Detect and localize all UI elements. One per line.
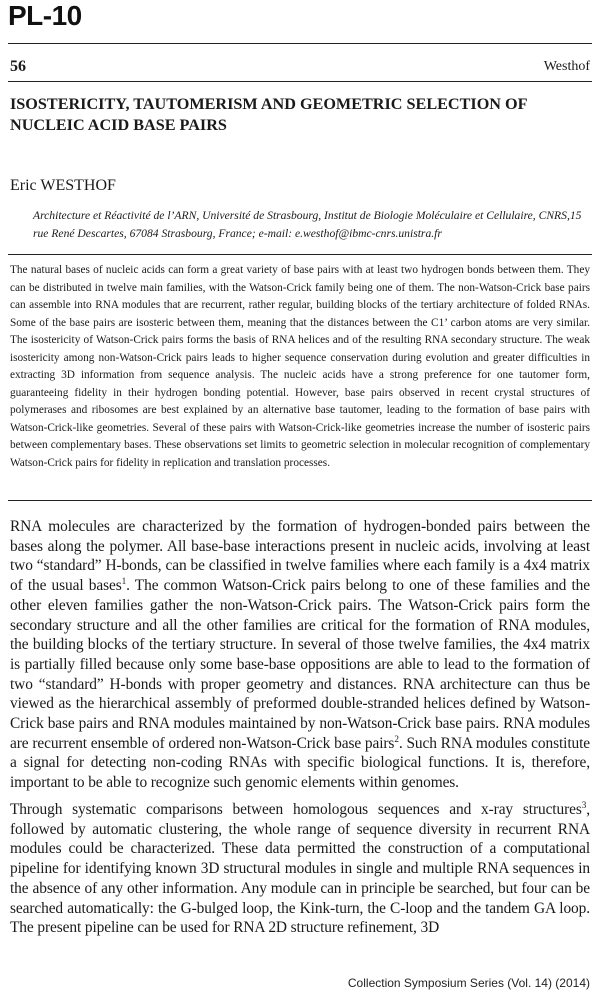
body-paragraph-2-part-1: Through systematic comparisons between homologous sequences and x-ray structures — [10, 801, 582, 818]
body-paragraph-1-part-3: . Such RNA modules constitute a signal for detecting non-coding RNAs with specific biological functions. It is, therefore, important to be able to recognize such genomic elements within genomes. — [10, 734, 590, 792]
body-paragraph-2-part-2: , followed by automatic clustering, the whole range of sequence diversity in recurrent RNA modules could be characterized. These data permitted the construction of a computational pipeline for identifying known 3D structural modules in single and multiple RNA sequences in the absence of any other information. Any module can in principle be searched, but four can be searched automatically: the G-bulged loop, the Kink-turn, the C-loop and the tandem GA loop. The present pipeline can be used for RNA 2D structure refinement, 3D — [10, 801, 590, 937]
abstract-text: The natural bases of nucleic acids can form a great variety of base pairs with at least two hydrogen bonds between them. They can be distributed in twelve main families, with the Watson-Crick family being one of them. The non-Watson-Crick base pairs can assemble into RNA modules that are recurrent, rather regular, building blocks of the tertiary architecture of folded RNAs. Some of the base pairs are isosteric between them, meaning that the distances between the C1’ carbon atoms are very similar. The isostericity of Watson-Crick pairs forms the basis of RNA helices and of the resulting RNA secondary structure. The weak isostericity among non-Watson-Crick pairs leads to higher sequence conservation during evolution and greater difficulties in extracting 3D information from sequence analysis. The nucleic acids have a strong preference for one tautomer form, guaranteeing fidelity in their hydrogen bonding potential. However, base pairs observed in recent crystal structures of polymerases and ribosomes are best explained by an alternative base tautomer, leading to the formation of base pairs with Watson-Crick-like geometries. Several of these pairs with Watson-Crick-like geometries increase the number of isosteric pairs between complementary bases. These observations set limits to geometric selection in molecular recognition of complementary Watson-Crick pairs for fidelity in replication and translation processes. — [10, 264, 590, 469]
body-paragraph-1-part-2: . The common Watson-Crick pairs belong to one of these families and the other eleven families gather the non-Watson-Crick pairs. The Watson-Crick pairs form the secondary structure and all the other families are critical for the formation of RNA modules, the building blocks of the tertiary structure. In several of those twelve families, the 4x4 matrix is partially filled because only some base-base oppositions are able to lead to the formation of two “standard” H-bonds with proper geometry and distances. RNA architecture can thus be viewed as the hierarchical assembly of preformed double-stranded helices defined by Watson-Crick base pairs and RNA modules maintained by non-Watson-Crick base pairs. RNA modules are recurrent ensemble of ordered non-Watson-Crick base pairs — [10, 577, 590, 752]
reference-2: 2 — [394, 733, 399, 744]
abstract-code: PL-10 — [8, 0, 82, 31]
header-rule-bottom — [8, 81, 592, 82]
reference-3: 3 — [581, 800, 587, 810]
abstract-rule-bottom — [8, 500, 592, 501]
running-head: Westhof — [543, 59, 590, 74]
footer-series: Collection Symposium Series (Vol. 14) (2014) — [347, 976, 590, 990]
paper-title: ISOSTERICITY, TAUTOMERISM AND GEOMETRIC SELECTION OF NUCLEIC ACID BASE PAIRS — [10, 95, 527, 134]
page-number: 56 — [10, 58, 26, 75]
abstract-rule-top — [8, 254, 592, 255]
body-paragraph-1-part-1: RNA molecules are characterized by the formation of hydrogen-bonded pairs between the bases along the polymer. All base-base interactions present in nucleic acids, involving at least two “standard” H-bonds, can be classified in twelve families where each family is a 4x4 matrix of the usual bases — [10, 518, 590, 595]
author-name: Eric WESTHOF — [10, 177, 116, 194]
header-rule-top — [8, 43, 592, 44]
author-affiliation: Architecture et Réactivité de l’ARN, Université de Strasbourg, Institut de Biologie Moléculaire et Cellulaire, CNRS,15 rue René Descartes, 67084 Strasbourg, France; e-mail: e.westhof@ibmc-cnrs.unistra.fr — [33, 209, 582, 240]
body-paragraph-2 — [10, 800, 590, 950]
body-paragraph-1 — [10, 517, 590, 793]
reference-1: 1 — [121, 575, 127, 586]
